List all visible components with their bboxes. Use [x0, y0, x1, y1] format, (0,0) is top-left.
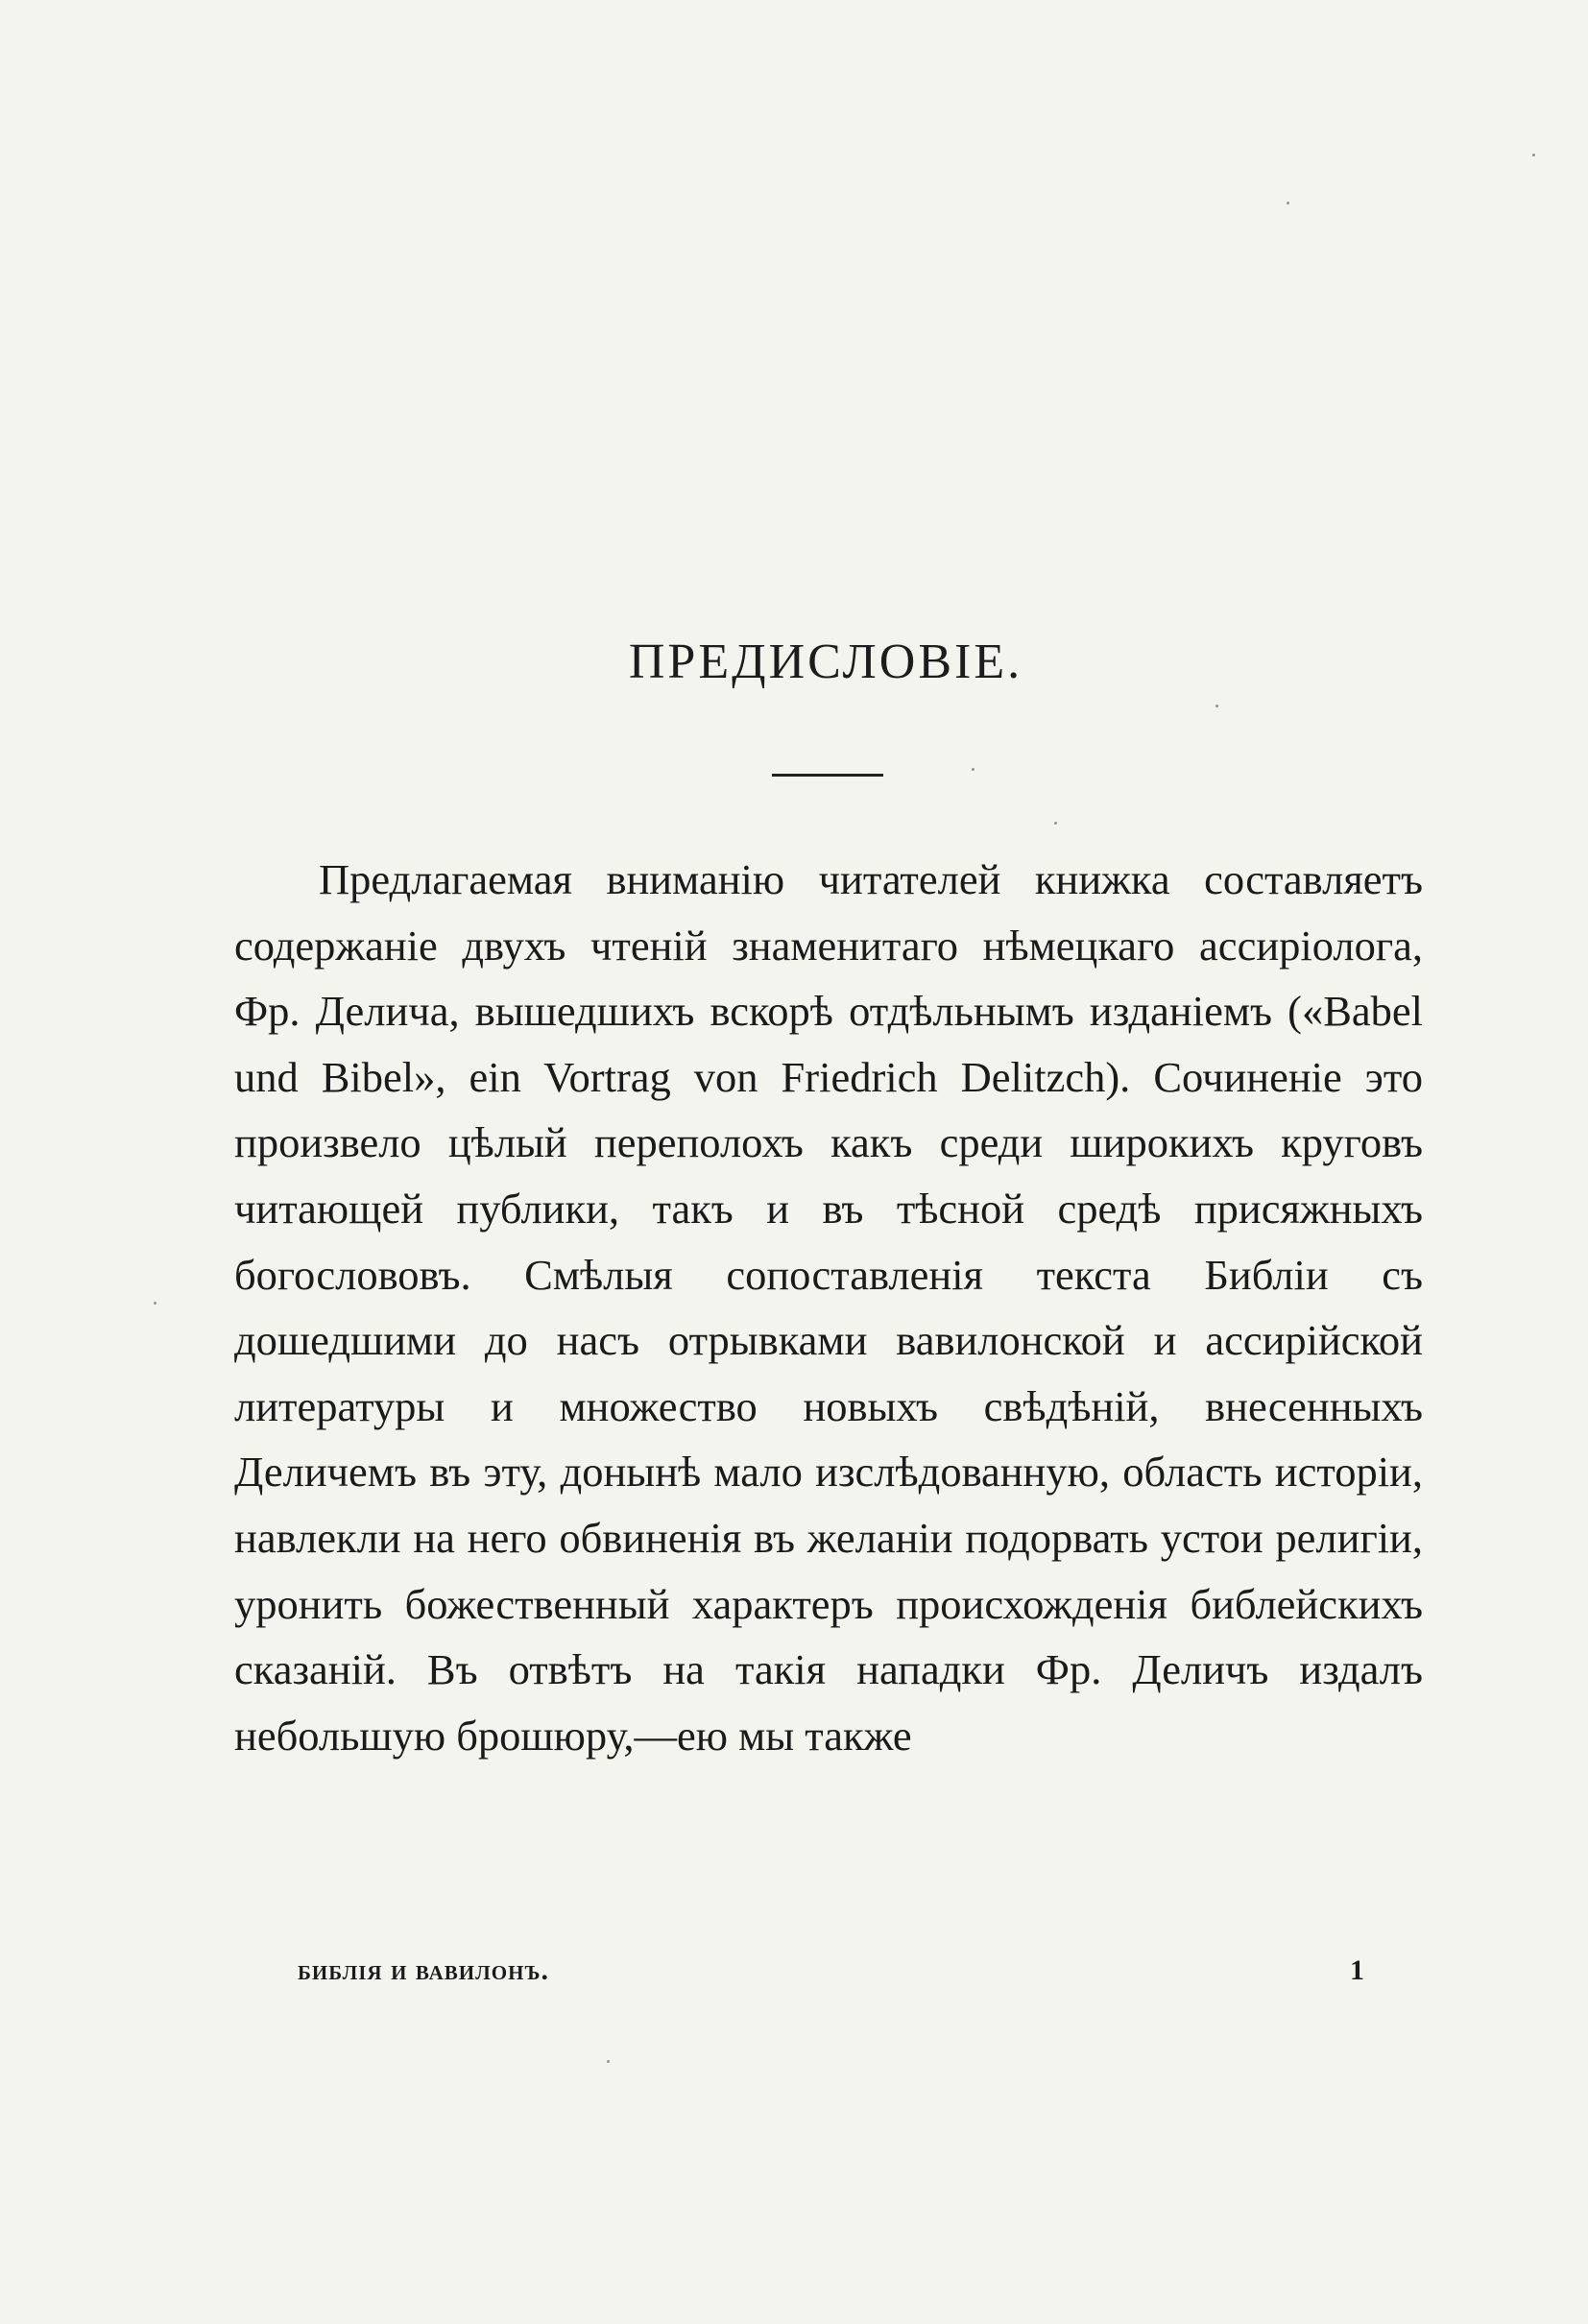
scan-speck — [1215, 705, 1218, 707]
title-divider — [772, 774, 883, 777]
page-title: ПРЕДИСЛОВІЕ. — [628, 635, 1023, 689]
scan-speck — [1054, 822, 1057, 825]
scan-speck — [1287, 202, 1289, 204]
scan-speck — [972, 768, 974, 771]
scan-speck — [1532, 154, 1535, 156]
body-paragraph: Предлагаемая вниманію читателей книжка составляетъ содержаніе двухъ чтеній знаменитаго нѣмецкаго ассиріолога, Фр. Делича, вышедшихъ вскорѣ отдѣльнымъ изданіемъ («Babel und Bibel», ein Vortrag von Friedrich Delitzch). Сочиненіе это произвело цѣлый переполохъ какъ среди широкихъ круговъ читающей публики, такъ и въ тѣсной средѣ присяжныхъ богослововъ. Смѣлыя сопоставленія текста Библіи съ дошедшими до насъ отрывками вавилонской и ассирійской литературы и множество новыхъ свѣдѣній, внесенныхъ Деличемъ въ эту, донынѣ мало изслѣдованную, область исторіи, навлекли на него обвиненія въ желаніи подорвать устои религіи, уронить божественный характеръ происхожденія библейскихъ сказаній. Въ отвѣтъ на такія нападки Фр. Деличъ издалъ небольшую брошюру,—ею мы также — [234, 855, 1423, 1760]
scan-speck — [154, 1302, 156, 1305]
page-number: 1 — [1350, 1954, 1365, 1986]
running-footer — [298, 1954, 1392, 1993]
running-title: библія и вавилонъ. — [298, 1954, 549, 1986]
scan-speck — [607, 2060, 610, 2063]
